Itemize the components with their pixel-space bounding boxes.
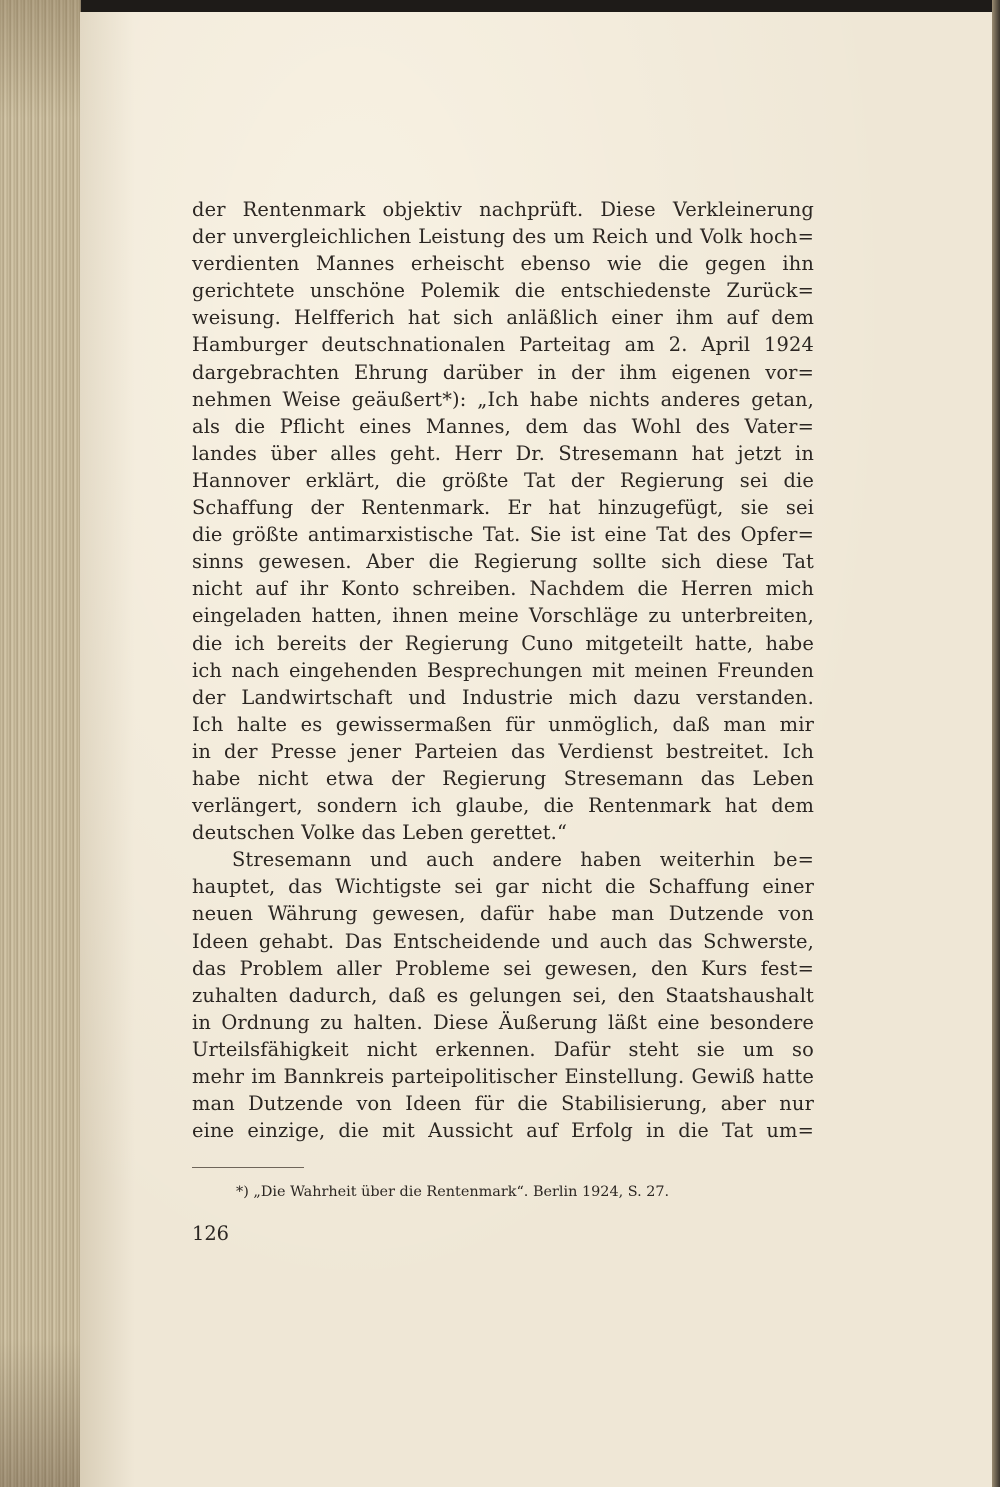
book-page-edges (0, 0, 81, 1487)
text-line: mehr im Bannkreis parteipolitischer Einstellung. Gewiß hatte (192, 1065, 814, 1088)
text-line: Stresemann und auch andere haben weiterhin be= (232, 848, 814, 872)
text-line: in Ordnung zu halten. Diese Äußerung läßt eine besondere (192, 1010, 814, 1034)
text-line: Hannover erklärt, die größte Tat der Regierung sei die (192, 468, 814, 492)
text-line: habe nicht etwa der Regierung Stresemann das Leben (192, 766, 814, 790)
text-line: nehmen Weise geäußert*): „Ich habe nichts anderes getan, (192, 387, 814, 411)
body-text (192, 196, 814, 1144)
text-line: Urteilsfähigkeit nicht erkennen. Dafür steht sie um so (192, 1037, 814, 1061)
text-line: gerichtete unschöne Polemik die entschiedenste Zurück= (192, 279, 814, 303)
footnote: *) „Die Wahrheit über die Rentenmark“. Berlin 1924, S. 27. (236, 1184, 670, 1200)
text-line: deutschen Volke das Leben gerettet.“ (192, 821, 568, 845)
text-line: Hamburger deutschnationalen Parteitag am 2. April 1924 (192, 333, 814, 357)
text-line: verlängert, sondern ich glaube, die Rentenmark hat dem (192, 794, 814, 818)
text-line: Ideen gehabt. Das Entscheidende und auch das Schwerste, (192, 929, 814, 953)
text-line: eingeladen hatten, ihnen meine Vorschläge zu unterbreiten, (192, 604, 814, 628)
text-line: neuen Währung gewesen, dafür habe man Dutzende von (192, 902, 814, 926)
text-line: sinns gewesen. Aber die Regierung sollte sich diese Tat (192, 550, 814, 574)
footnote-separator (192, 1167, 304, 1168)
text-line: Ich halte es gewissermaßen für unmöglich, daß man mir (192, 712, 814, 736)
text-line: der Landwirtschaft und Industrie mich dazu verstanden. (192, 685, 814, 709)
text-line: landes über alles geht. Herr Dr. Stresemann hat jetzt in (192, 441, 814, 465)
text-line: ich nach eingehenden Besprechungen mit meinen Freunden (192, 658, 814, 682)
text-line: zuhalten dadurch, daß es gelungen sei, den Staatshaushalt (192, 983, 814, 1007)
text-line: der unvergleichlichen Leistung des um Reich und Volk hoch= (192, 225, 814, 249)
text-line: verdienten Mannes erheischt ebenso wie die gegen ihn (192, 252, 814, 276)
text-line: das Problem aller Probleme sei gewesen, den Kurs fest= (192, 956, 814, 980)
scan-top-border (0, 0, 1000, 12)
scan-right-border (992, 0, 1000, 1487)
text-line: als die Pflicht eines Mannes, dem das Wohl des Vater= (192, 414, 814, 438)
text-line: die ich bereits der Regierung Cuno mitgeteilt hatte, habe (192, 631, 814, 655)
page-number: 126 (192, 1222, 230, 1245)
text-line: dargebrachten Ehrung darüber in der ihm eigenen vor= (192, 360, 814, 384)
text-line: hauptet, das Wichtigste sei gar nicht die Schaffung einer (192, 875, 814, 899)
text-line: weisung. Helfferich hat sich anläßlich einer ihm auf dem (192, 306, 814, 330)
text-line: der Rentenmark objektiv nachprüft. Diese Verkleinerung (192, 198, 814, 221)
text-line: Schaffung der Rentenmark. Er hat hinzugefügt, sie sei (192, 496, 814, 520)
text-line: man Dutzende von Ideen für die Stabilisierung, aber nur (192, 1092, 814, 1116)
paragraph-2 (192, 846, 814, 1144)
paragraph-1 (192, 196, 814, 846)
text-line: in der Presse jener Parteien das Verdienst bestreitet. Ich (192, 739, 814, 763)
text-line: eine einzige, die mit Aussicht auf Erfolg in die Tat um= (192, 1119, 814, 1143)
text-line: nicht auf ihr Konto schreiben. Nachdem die Herren mich (192, 577, 814, 601)
text-line: die größte antimarxistische Tat. Sie ist eine Tat des Opfer= (192, 523, 814, 547)
